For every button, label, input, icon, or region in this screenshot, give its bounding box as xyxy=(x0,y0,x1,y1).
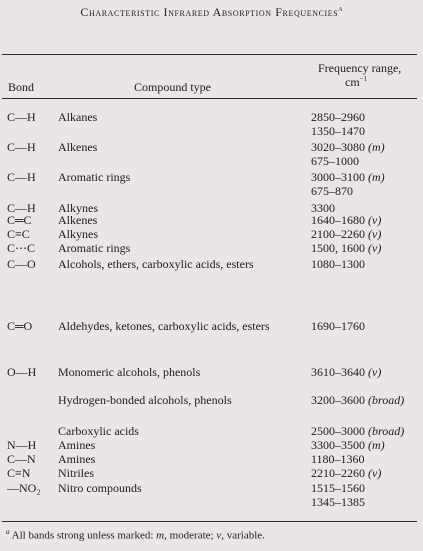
bond-cell: C═O xyxy=(7,319,33,333)
footnote xyxy=(6,528,265,542)
bond-cell: C—H xyxy=(7,110,36,124)
frequency-value: 1515–1560 xyxy=(311,481,365,495)
frequency-cell xyxy=(311,110,365,125)
intensity-note: (broad) xyxy=(368,424,405,438)
frequency-value: 675–1000 xyxy=(311,154,359,168)
frequency-cell xyxy=(311,424,404,439)
table-row xyxy=(0,424,423,438)
table-row xyxy=(0,365,423,379)
frequency-value: 1690–1760 xyxy=(311,319,365,333)
intensity-note: (v) xyxy=(368,466,382,480)
compound-type-cell: Nitro compounds xyxy=(58,481,142,495)
header-frequency-range: Frequency range, xyxy=(318,61,402,75)
frequency-value: 3020–3080 xyxy=(311,140,368,154)
table-row xyxy=(0,154,423,168)
table-row xyxy=(0,184,423,198)
header-frequency-unit xyxy=(345,75,367,90)
frequency-value: 1500, 1600 xyxy=(311,241,368,255)
table-row xyxy=(0,257,423,271)
table-row xyxy=(0,466,423,480)
compound-type-cell: Alkynes xyxy=(58,227,98,241)
compound-type-cell: Aldehydes, ketones, carboxylic acids, esters xyxy=(58,319,270,333)
compound-type-cell: Alcohols, ethers, carboxylic acids, esters xyxy=(58,257,254,271)
bond-cell: O—H xyxy=(7,365,37,379)
frequency-value: 1640–1680 xyxy=(311,213,368,227)
intensity-note: (m) xyxy=(368,140,385,154)
frequency-value: 3300–3500 xyxy=(311,438,368,452)
frequency-cell xyxy=(311,154,359,169)
compound-type-cell: Amines xyxy=(58,452,96,466)
frequency-cell xyxy=(311,213,381,228)
title-footnote-mark: a xyxy=(338,4,343,13)
footnote-text: All bands strong unless marked: xyxy=(9,529,157,542)
frequency-cell xyxy=(311,495,365,510)
bond-cell: N—H xyxy=(7,438,37,452)
footnote-mark: a xyxy=(6,528,10,536)
header-bond: Bond xyxy=(8,80,35,94)
bond-cell: C—H xyxy=(7,140,36,154)
frequency-value: 675–870 xyxy=(311,184,353,198)
bond-cell: C⋯C xyxy=(7,241,36,255)
frequency-cell xyxy=(311,393,404,408)
frequency-cell xyxy=(311,438,385,453)
table-row xyxy=(0,319,423,333)
table-row xyxy=(0,213,423,227)
frequency-cell xyxy=(311,365,381,380)
footnote-m-desc: , moderate; xyxy=(164,529,217,542)
table-row xyxy=(0,438,423,452)
table-row xyxy=(0,495,423,509)
bond-cell: C═C xyxy=(7,213,32,227)
compound-type-cell: Alkenes xyxy=(58,213,98,227)
frequency-cell xyxy=(311,140,385,155)
footnote-v: v xyxy=(216,529,222,542)
frequency-cell xyxy=(311,184,353,199)
intensity-note: (v) xyxy=(368,213,382,227)
intensity-note: (m) xyxy=(368,170,385,184)
table-row xyxy=(0,393,423,407)
compound-type-cell: Aromatic rings xyxy=(58,170,131,184)
table-row xyxy=(0,124,423,138)
header-compound-type: Compound type xyxy=(134,80,211,94)
footnote-v-desc: , variable. xyxy=(221,529,265,542)
unit-exponent: −1 xyxy=(359,75,368,83)
frequency-cell xyxy=(311,227,381,242)
frequency-value: 2100–2260 xyxy=(311,227,368,241)
frequency-value: 1345–1385 xyxy=(311,495,365,509)
frequency-cell xyxy=(311,466,381,481)
compound-type-cell: Alkynes xyxy=(58,201,98,215)
compound-type-cell: Alkenes xyxy=(58,140,98,154)
table-row xyxy=(0,241,423,255)
unit-text: cm xyxy=(345,75,360,89)
bond-cell: C—O xyxy=(7,257,36,271)
compound-type-cell: Monomeric alcohols, phenols xyxy=(58,365,201,379)
frequency-value: 1350–1470 xyxy=(311,124,365,138)
frequency-cell xyxy=(311,124,365,139)
frequency-value: 3300 xyxy=(311,201,335,215)
table-row xyxy=(0,110,423,124)
intensity-note: (broad) xyxy=(368,393,405,407)
compound-type-cell: Aromatic rings xyxy=(58,241,131,255)
bond-cell: C—N xyxy=(7,452,36,466)
table-row xyxy=(0,170,423,184)
bottom-rule xyxy=(2,521,417,522)
frequency-cell xyxy=(311,452,365,467)
frequency-value: 2210–2260 xyxy=(311,466,368,480)
intensity-note: (v) xyxy=(368,227,382,241)
header-rule xyxy=(2,98,417,99)
bond-cell: C—H xyxy=(7,170,36,184)
compound-type-cell: Carboxylic acids xyxy=(58,424,139,438)
title-text: Characteristic Infrared Absorption Frequencies xyxy=(80,5,339,19)
frequency-value: 1180–1360 xyxy=(311,452,365,466)
table-row xyxy=(0,140,423,154)
compound-type-cell: Nitriles xyxy=(58,466,94,480)
intensity-note: (m) xyxy=(368,438,385,452)
table-title xyxy=(0,4,423,20)
bond-cell: —NO₂ xyxy=(7,481,41,495)
frequency-value: 3000–3100 xyxy=(311,170,368,184)
frequency-cell xyxy=(311,481,365,496)
footnote-m: m xyxy=(156,529,165,542)
table-row xyxy=(0,452,423,466)
bond-cell: C—H xyxy=(7,201,36,215)
frequency-cell xyxy=(311,170,385,185)
frequency-value: 2850–2960 xyxy=(311,110,365,124)
bond-cell: C≡C xyxy=(7,227,30,241)
frequency-value: 3200–3600 xyxy=(311,393,368,407)
frequency-cell xyxy=(311,241,381,256)
frequency-value: 2500–3000 xyxy=(311,424,368,438)
intensity-note: (v) xyxy=(368,241,382,255)
compound-type-cell: Alkanes xyxy=(58,110,98,124)
frequency-cell xyxy=(311,257,365,272)
frequency-value: 3610–3640 xyxy=(311,365,368,379)
frequency-cell xyxy=(311,319,365,334)
table-row xyxy=(0,481,423,495)
compound-type-cell: Amines xyxy=(58,438,96,452)
intensity-note: (v) xyxy=(368,365,382,379)
table-row xyxy=(0,227,423,241)
top-rule xyxy=(2,54,417,55)
frequency-value: 1080–1300 xyxy=(311,257,365,271)
bond-cell: C≡N xyxy=(7,466,31,480)
compound-type-cell: Hydrogen-bonded alcohols, phenols xyxy=(58,393,232,407)
